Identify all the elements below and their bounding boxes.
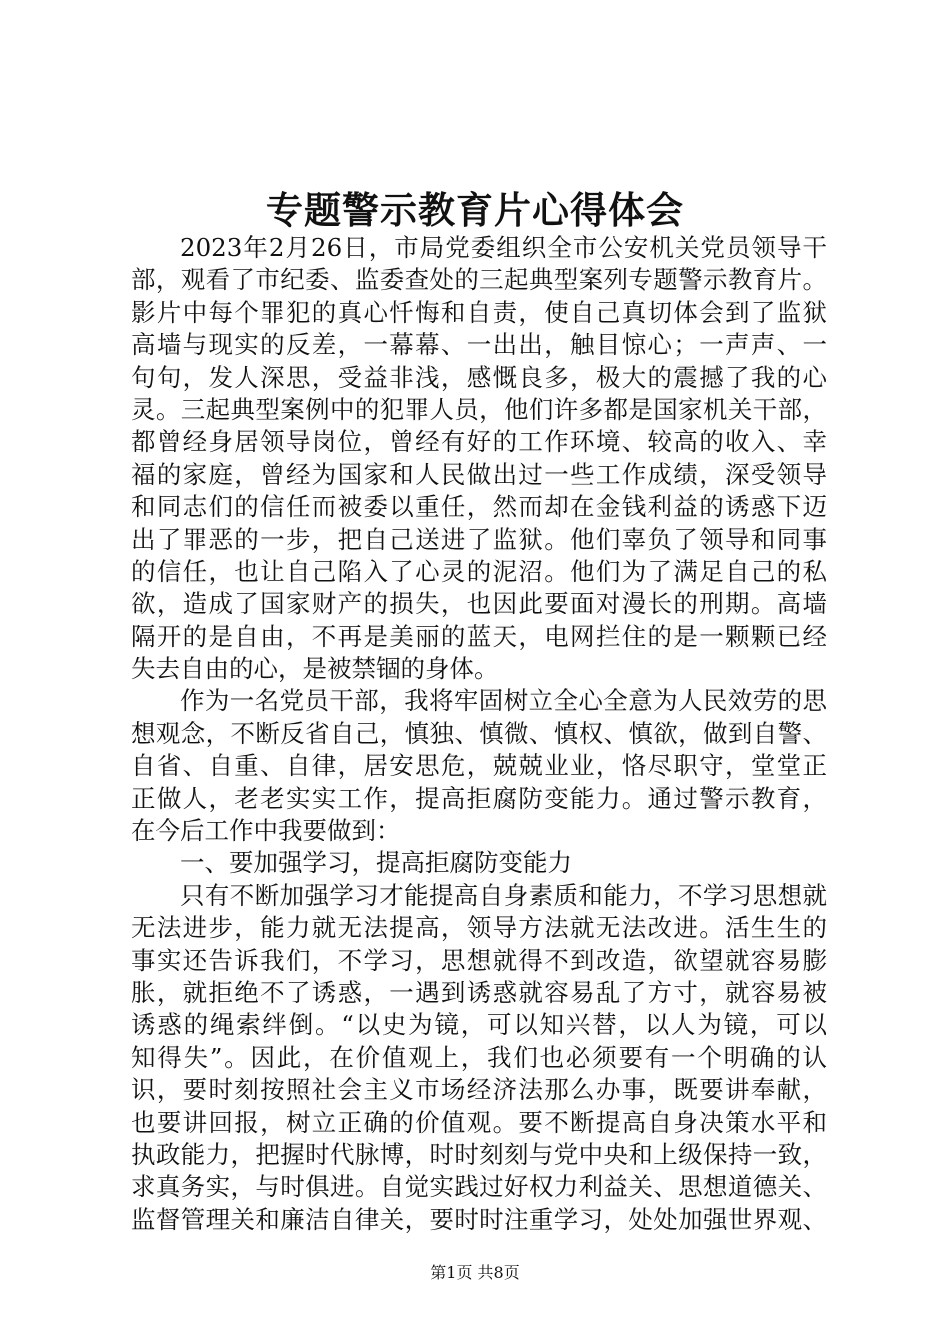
text-line: 灵。三起典型案例中的犯罪人员，他们许多都是国家机关干部， xyxy=(131,394,827,424)
text-line: 都曾经身居领导岗位，曾经有好的工作环境、较高的收入、幸 xyxy=(131,427,827,457)
text-line: 在今后工作中我要做到： xyxy=(131,816,401,846)
text-line: 也要讲回报，树立正确的价值观。要不断提高自身决策水平和 xyxy=(131,1107,827,1137)
text-line: 欲，造成了国家财产的损失，也因此要面对漫长的刑期。高墙 xyxy=(131,589,827,619)
page-title: 专题警示教育片心得体会 xyxy=(266,188,684,232)
page-number: 第1页 共8页 xyxy=(430,1263,520,1282)
text-line: 正做人，老老实实工作，提高拒腐防变能力。通过警示教育， xyxy=(131,783,827,813)
text-line: 求真务实，与时俱进。自觉实践过好权力利益关、思想道德关、 xyxy=(131,1172,827,1202)
text-line: 识，要时刻按照社会主义市场经济法那么办事，既要讲奉献， xyxy=(131,1075,827,1105)
text-line: 的信任，也让自己陷入了心灵的泥沼。他们为了满足自己的私 xyxy=(131,556,827,586)
text-line: 2023年2月26日，市局党委组织全市公安机关党员领导干 xyxy=(180,233,827,262)
text-line: 胀，就拒绝不了诱惑，一遇到诱惑就容易乱了方寸，就容易被 xyxy=(131,977,827,1007)
text-line: 想观念，不断反省自己，慎独、慎微、慎权、慎欲，做到自警、 xyxy=(131,718,827,748)
text-line: 隔开的是自由，不再是美丽的蓝天，电网拦住的是一颗颗已经 xyxy=(131,621,827,651)
text-line: 部，观看了市纪委、监委查处的三起典型案列专题警示教育片。 xyxy=(131,265,827,295)
text-line: 和同志们的信任而被委以重任，然而却在金钱利益的诱惑下迈 xyxy=(131,492,827,522)
text-line: 高墙与现实的反差，一幕幕、一出出，触目惊心；一声声、一 xyxy=(131,330,827,360)
text-line: 执政能力，把握时代脉博，时时刻刻与党中央和上级保持一致， xyxy=(131,1139,827,1169)
text-line: 出了罪恶的一步，把自己送进了监狱。他们辜负了领导和同事 xyxy=(131,524,827,554)
text-line: 无法进步，能力就无法提高，领导方法就无法改进。活生生的 xyxy=(131,913,827,943)
text-line: 事实还告诉我们，不学习，思想就得不到改造，欲望就容易膨 xyxy=(131,945,827,975)
text-line: 作为一名党员干部，我将牢固树立全心全意为人民效劳的思 xyxy=(180,686,827,716)
text-line: 知得失”。因此，在价值观上，我们也必须要有一个明确的认 xyxy=(131,1042,827,1072)
document-body xyxy=(131,232,827,1236)
text-line: 句句，发人深思，受益非浅，感慨良多，极大的震撼了我的心 xyxy=(131,362,827,392)
text-line: 福的家庭，曾经为国家和人民做出过一些工作成绩，深受领导 xyxy=(131,459,827,489)
text-line: 监督管理关和廉洁自律关，要时时注重学习，处处加强世界观、 xyxy=(131,1204,827,1234)
text-line: 只有不断加强学习才能提高自身素质和能力，不学习思想就 xyxy=(180,880,827,910)
section-heading: 一、要加强学习，提高拒腐防变能力 xyxy=(180,848,572,878)
text-line: 失去自由的心，是被禁锢的身体。 xyxy=(131,654,499,684)
text-line: 自省、自重、自律，居安思危，兢兢业业，恪尽职守，堂堂正 xyxy=(131,751,827,781)
text-line: 诱惑的绳索绊倒。“以史为镜，可以知兴替，以人为镜，可以 xyxy=(131,1010,827,1040)
text-line: 影片中每个罪犯的真心忏悔和自责，使自己真切体会到了监狱 xyxy=(131,297,827,327)
